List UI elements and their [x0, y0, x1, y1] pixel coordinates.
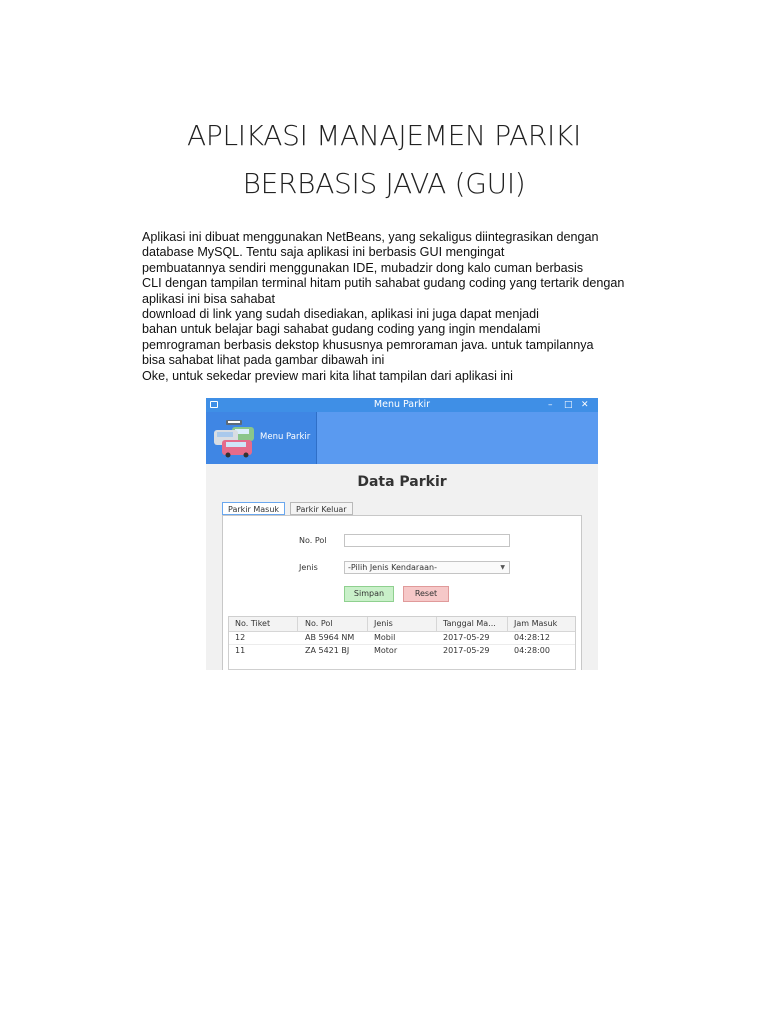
reset-button[interactable]: Reset: [403, 586, 449, 602]
tab-parkir-masuk[interactable]: Parkir Masuk: [222, 502, 285, 515]
header-band: [206, 412, 598, 464]
table-header-cell[interactable]: No. Tiket: [235, 619, 271, 628]
window-title: Menu Parkir: [373, 399, 431, 410]
body-line: pemrograman berbasis dekstop khususnya pemroraman java. untuk tampilannya: [142, 337, 594, 352]
section-title: Data Parkir: [357, 474, 447, 490]
minimize-icon[interactable]: –: [548, 400, 553, 410]
body-line: bahan untuk belajar bagi sahabat gudang coding yang ingin mendalami: [142, 322, 541, 337]
body-line: database MySQL. Tentu saja aplikasi ini berbasis GUI mengingat: [142, 245, 505, 260]
jenis-label: Jenis: [299, 563, 318, 572]
table-header: [229, 617, 575, 632]
table-cell: 04:28:00: [514, 646, 550, 655]
document-title: [0, 112, 768, 208]
nav-label: Menu Parkir: [260, 432, 311, 442]
table-cell: Motor: [374, 646, 398, 655]
body-line: Oke, untuk sekedar preview mari kita lihat tampilan dari aplikasi ini: [142, 368, 513, 383]
nopol-label: No. Pol: [299, 536, 327, 545]
document-body: [142, 230, 682, 384]
table-cell: Mobil: [374, 633, 396, 642]
jenis-selected-value: -Pilih Jenis Kendaraan-: [348, 563, 437, 572]
nopol-input[interactable]: [344, 534, 510, 547]
body-line: aplikasi ini bisa sahabat: [142, 291, 276, 306]
body-line: pembuatannya sendiri menggunakan IDE, mubadzir dong kalo cuman berbasis: [142, 260, 584, 275]
table-cell: ZA 5421 BJ: [305, 646, 350, 655]
table-row[interactable]: [229, 632, 575, 645]
body-line: Aplikasi ini dibuat menggunakan NetBeans, yang sekaligus diintegrasikan dengan: [142, 230, 599, 244]
table-cell: AB 5964 NM: [305, 633, 355, 642]
table-header-cell[interactable]: Jam Masuk: [514, 619, 558, 628]
table-cell: 11: [235, 646, 246, 655]
chevron-down-icon: ▼: [500, 564, 505, 571]
body-line: CLI dengan tampilan terminal hitam putih sahabat gudang coding yang tertarik dengan: [142, 276, 625, 291]
app-screenshot: [206, 398, 598, 670]
maximize-icon[interactable]: □: [564, 400, 573, 410]
table-cell: 2017-05-29: [443, 646, 490, 655]
table-cell: 04:28:12: [514, 633, 550, 642]
parking-table: [228, 616, 576, 670]
title-line-2: BERBASIS JAVA (GUI): [242, 167, 526, 200]
table-header-cell[interactable]: Jenis: [374, 619, 393, 628]
table-header-cell[interactable]: No. Pol: [305, 619, 333, 628]
jenis-select[interactable]: [344, 561, 510, 574]
body-line: bisa sahabat lihat pada gambar dibawah ini: [142, 353, 385, 368]
parking-cars-icon: [212, 418, 256, 458]
table-cell: 2017-05-29: [443, 633, 490, 642]
body-line: download di link yang sudah disediakan, aplikasi ini juga dapat menjadi: [142, 307, 539, 322]
table-row[interactable]: [229, 645, 575, 657]
title-line-1: APLIKASI MANAJEMEN PARIKI: [187, 119, 581, 152]
window-titlebar: [206, 398, 598, 412]
close-icon[interactable]: ✕: [581, 400, 589, 410]
save-button[interactable]: Simpan: [344, 586, 394, 602]
nav-item-menu-parkir[interactable]: [206, 412, 317, 464]
table-cell: 12: [235, 633, 246, 642]
table-header-cell[interactable]: Tanggal Ma...: [443, 619, 496, 628]
tab-parkir-keluar[interactable]: Parkir Keluar: [290, 502, 353, 515]
